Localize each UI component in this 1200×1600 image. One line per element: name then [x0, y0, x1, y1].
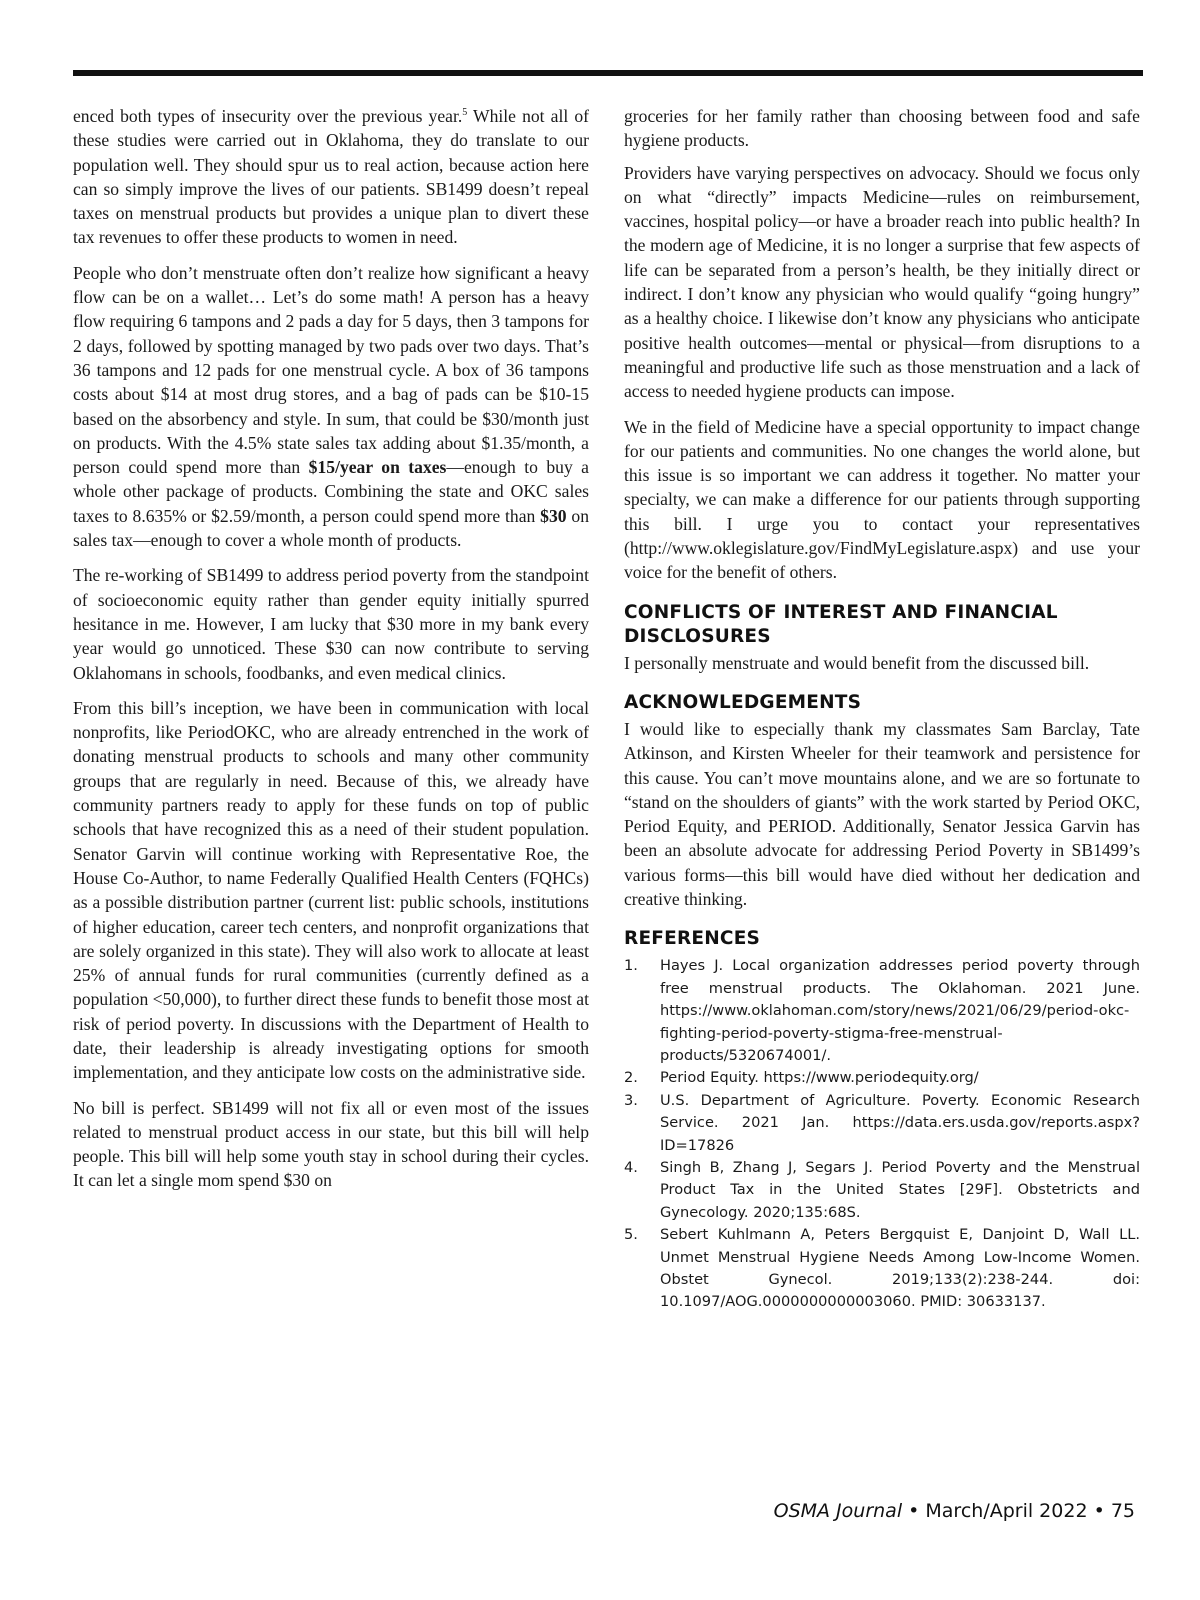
reference-number: 5. — [624, 1226, 638, 1244]
paragraph-text: on sales tax—enough to cover a whole month of products. — [73, 505, 589, 551]
bold-text: $30 — [540, 505, 567, 526]
left-column — [73, 104, 589, 1204]
paragraph: From this bill’s inception, we have been in communication with local nonprofits, like PeriodOKC, who are already entrenched in the work of donating menstrual products to schools and many other community groups that are regularly in need. Because of this, we already have community partners ready to apply for these funds on top of public schools that have recognized this as a need of their student population. Senator Garvin will continue working with Representative Roe, the House Co-Author, to name Federally Qualified Health Centers (FQHCs) as a possible distribution partner (current list: public schools, institutions of higher education, career tech centers, and nonprofit organizations that are solely organized in this state). They will also work to allocate at least 25% of annual funds for rural communities (currently defined as a population <50,000), to further direct these funds to benefit those most at risk of period poverty. In discussions with the Department of Health to date, their leadership is already investigating options for smooth implementation, and they anticipate low costs on the administrative side. — [73, 697, 589, 1083]
reference-item — [624, 1224, 1140, 1314]
conflicts-text: I personally menstruate and would benefit from the discussed bill. — [624, 652, 1090, 673]
bold-text: $15/year on taxes — [308, 457, 447, 478]
paragraph-text: enced both types of insecurity over the previous year. — [73, 106, 463, 126]
reference-text: U.S. Department of Agriculture. Poverty. Economic Research Service. 2021 Jan. https://data.ers.usda.gov/reports.aspx?ID=17826 — [660, 1091, 1140, 1154]
paragraph: The re-working of SB1499 to address period poverty from the standpoint of socioeconomic equity rather than gender equity initially spurred hesitance in me. However, I am lucky that $30 more in my bank every year would go unnoticed. These $30 can now contribute to serving Oklahomans in schools, foodbanks, and even medical clinics. — [73, 565, 589, 683]
paragraph — [73, 104, 589, 250]
page-footer — [774, 1500, 1135, 1522]
paragraph — [73, 261, 589, 553]
references-heading: REFERENCES — [624, 928, 761, 950]
paragraph: No bill is perfect. SB1499 will not fix all or even most of the issues related to menstrual product access in our state, but this bill will help people. This bill will help some youth stay in school during their cycles. It can let a single mom spend $30 on — [73, 1097, 589, 1191]
reference-text: Period Equity. https://www.periodequity.org/ — [660, 1069, 979, 1087]
reference-item — [624, 1090, 1140, 1157]
paragraph-text: While not all of these studies were carried out in Oklahoma, they do translate to our population well. They should spur us to real action, because action here can so simply improve the lives of our patients. SB1499 doesn’t repeal taxes on menstrual products but provides a unique plan to divert these tax revenues to offer these products to women in need. — [73, 106, 589, 248]
reference-text: Sebert Kuhlmann A, Peters Bergquist E, Danjoint D, Wall LL. Unmet Menstrual Hygiene Needs Among Low-Income Women. Obstet Gynecol. 2019;133(2):238-244. doi: 10.1097/AOG.0000000000003060. PMID: 30633137. — [660, 1226, 1140, 1311]
issue-and-page: • March/April 2022 • 75 — [902, 1500, 1135, 1522]
paragraph: We in the field of Medicine have a special opportunity to impact change for our patients and communities. No one changes the world alone, but this issue is so important we can address it together. No matter your specialty, we can make a difference for our patients through supporting this bill. I urge you to contact your representatives (http://www.oklegislature.gov/FindMyLegislature.aspx) and use your voice for the benefit of others. — [624, 416, 1140, 583]
references-list — [624, 955, 1140, 1314]
reference-item — [624, 1157, 1140, 1224]
reference-text: Singh B, Zhang J, Segars J. Period Poverty and the Menstrual Product Tax in the United States [29F]. Obstetricts and Gynecology. 2020;135:68S. — [660, 1158, 1140, 1221]
top-rule — [73, 70, 1143, 76]
footnote-marker: 5 — [462, 107, 468, 119]
right-column — [624, 104, 1140, 1314]
reference-number: 4. — [624, 1158, 638, 1176]
reference-number: 3. — [624, 1091, 638, 1109]
paragraph: Providers have varying perspectives on advocacy. Should we focus only on what “directly” impacts Medicine—rules on reimbursement, vaccines, hospital policy—or have a broader reach into public health? In the modern age of Medicine, it is no longer a surprise that few aspects of life can be separated from a person’s health, be they initially direct or indirect. I don’t know any physician who would qualify “going hungry” as a healthy choice. I likewise don’t know any physicians who anticipate positive health outcomes—mental or physical—from disruptions to a meaningful and productive life such as those menstruation and a lack of access to needed hygiene products can impose. — [624, 162, 1140, 402]
reference-item — [624, 955, 1140, 1067]
acknowledgements-heading: ACKNOWLEDGEMENTS — [624, 691, 862, 713]
reference-text: Hayes J. Local organization addresses period poverty through free menstrual products. The Oklahoman. 2021 June. https://www.oklahoman.com/story/news/2021/06/29/period-okc-fighting-period-poverty-stigma-free-menstrual-products/5320674001/. — [660, 957, 1140, 1064]
journal-name: OSMA Journal — [773, 1500, 903, 1522]
paragraph: groceries for her family rather than choosing between food and safe hygiene products. — [624, 106, 1140, 151]
paragraph-text: People who don’t menstruate often don’t realize how significant a heavy flow can be on a wallet… Let’s do some math! A person has a heavy flow requiring 6 tampons and 2 pads a day for 5 days, then 3 tampons for 2 days, followed by spotting managed by two pads over two days. That’s 36 tampons and 12 pads for one menstrual cycle. A box of 36 tampons costs about $14 at most drug stores, and a bag of pads can be $10-15 based on the absorbency and style. In sum, that could be $30/month just on products. With the 4.5% state sales tax adding about $1.35/month, a person could spend more than — [73, 262, 589, 478]
acknowledgements-text: I would like to especially thank my classmates Sam Barclay, Tate Atkinson, and Kirsten Wheeler for their teamwork and persistence for this cause. You can’t move mountains alone, and we are so fortunate to “stand on the shoulders of giants” with the work started by Period OKC, Period Equity, and PERIOD. Additionally, Senator Jessica Garvin has been an absolute advocate for addressing Period Poverty in SB1499’s various forms—this bill would have died without her dedication and creative thinking. — [624, 718, 1140, 910]
reference-number: 1. — [624, 957, 638, 975]
reference-number: 2. — [624, 1069, 638, 1087]
reference-item — [624, 1067, 1140, 1089]
conflicts-heading: CONFLICTS OF INTEREST AND FINANCIAL DISCLOSURES — [624, 601, 1058, 647]
paragraph-text: —enough to buy a whole other package of products. Combining the state and OKC sales taxes to 8.635% or $2.59/month, a person could spend more than — [73, 457, 589, 526]
